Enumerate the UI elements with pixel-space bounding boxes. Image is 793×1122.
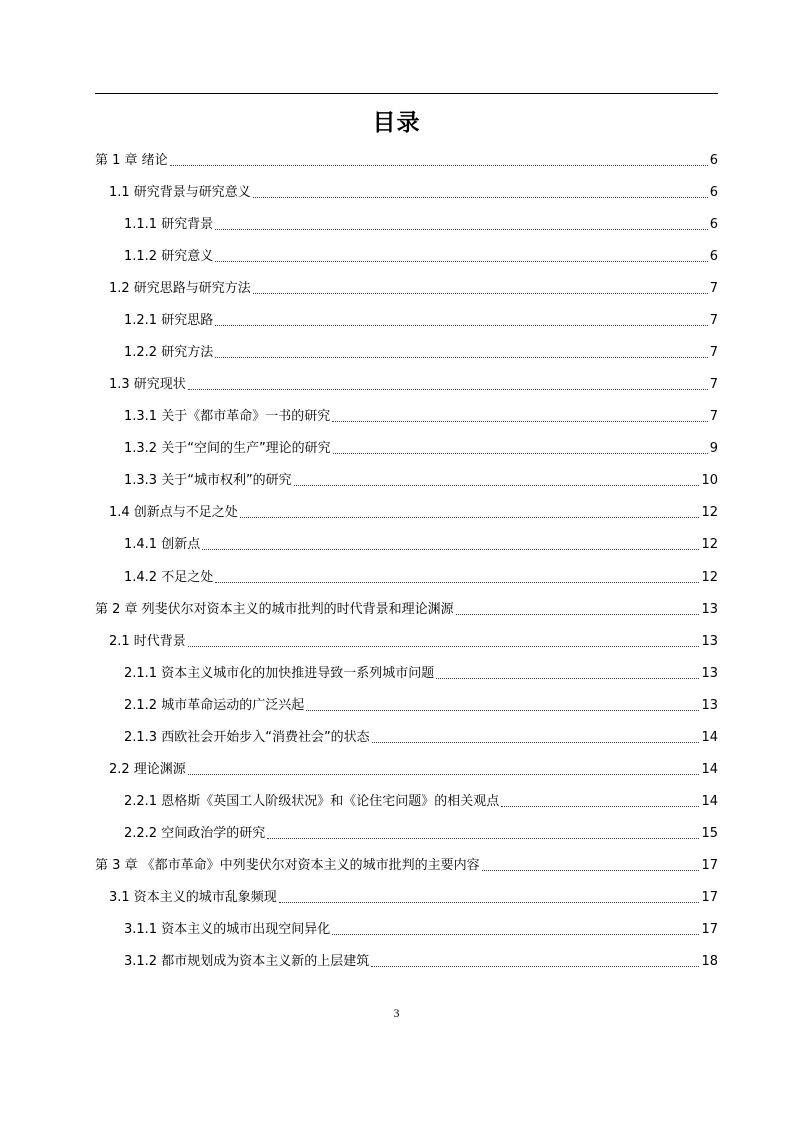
dot-leader [279, 902, 700, 903]
dot-leader [482, 870, 700, 871]
toc-entry[interactable] [124, 436, 718, 458]
dot-leader [215, 325, 708, 326]
toc-entry[interactable] [124, 917, 718, 939]
dot-leader [501, 806, 699, 807]
toc-entry-page: 13 [701, 697, 718, 713]
toc-entry[interactable] [95, 148, 718, 170]
toc-entry-label: 1.4 创新点与不足之处 [109, 505, 238, 521]
toc-entry-label: 1.1.1 研究背景 [124, 217, 214, 233]
toc-entry[interactable] [124, 340, 718, 362]
toc-entry-page: 6 [709, 249, 718, 265]
toc-entry-page: 7 [709, 377, 718, 393]
toc-entry[interactable] [124, 821, 718, 843]
dot-leader [170, 165, 708, 166]
toc-entry-label: 第 3 章 《都市革命》中列斐伏尔对资本主义的城市批判的主要内容 [95, 857, 480, 873]
toc-entry-page: 12 [701, 505, 718, 521]
toc-entry-label: 1.2.1 研究思路 [124, 313, 214, 329]
toc-entry-page: 7 [709, 313, 718, 329]
toc-entry[interactable] [109, 885, 718, 907]
toc-entry-label: 2.1.3 西欧社会开始步入“消费社会”的状态 [124, 729, 370, 745]
toc-entry-label: 1.3.2 关于“空间的生产”理论的研究 [124, 441, 331, 457]
toc-entry-label: 第 1 章 绪论 [95, 153, 168, 168]
toc-entry-page: 14 [701, 761, 718, 777]
dot-leader [332, 421, 708, 422]
dot-leader [456, 614, 700, 615]
dot-leader [240, 517, 700, 518]
toc-entry-label: 2.2.1 恩格斯《英国工人阶级状况》和《论住宅问题》的相关观点 [124, 793, 500, 809]
toc-entry[interactable] [124, 468, 718, 490]
toc-entry-label: 1.1.2 研究意义 [124, 249, 214, 265]
toc-entry-page: 10 [701, 473, 718, 489]
toc-entry-label: 3.1 资本主义的城市乱象频现 [109, 889, 277, 905]
dot-leader [215, 229, 708, 230]
toc-entry[interactable] [124, 532, 718, 554]
toc-entry[interactable] [124, 949, 718, 971]
page-number: 3 [393, 1006, 400, 1020]
dot-leader [436, 678, 699, 679]
dot-leader [188, 389, 708, 390]
toc-entry[interactable] [95, 597, 718, 619]
toc-entry-label: 3.1.1 资本主义的城市出现空间异化 [124, 921, 331, 937]
toc-entry[interactable] [95, 853, 718, 875]
toc-entry-label: 1.2.2 研究方法 [124, 345, 214, 361]
toc-entry[interactable] [109, 180, 718, 202]
toc-entry[interactable] [109, 276, 718, 298]
toc-entry[interactable] [124, 212, 718, 234]
toc-entry-label: 1.2 研究思路与研究方法 [109, 281, 251, 297]
toc-entry-page: 13 [701, 633, 718, 649]
dot-leader [253, 293, 708, 294]
toc-entry[interactable] [124, 565, 718, 587]
dot-leader [215, 582, 699, 583]
dot-leader [188, 774, 700, 775]
toc-entry-page: 17 [701, 889, 718, 905]
dot-leader [202, 549, 699, 550]
toc-entry-page: 14 [701, 793, 718, 809]
toc-entry-label: 2.2 理论渊源 [109, 761, 186, 777]
toc-entry[interactable] [124, 404, 718, 426]
dot-leader [333, 453, 708, 454]
toc-entry-label: 第 2 章 列斐伏尔对资本主义的城市批判的时代背景和理论渊源 [95, 601, 454, 617]
toc-entry-page: 17 [701, 921, 718, 937]
toc-entry-label: 1.4.1 创新点 [124, 537, 201, 553]
toc-entry-page: 6 [709, 185, 718, 201]
toc-entry-label: 2.1.2 城市革命运动的广泛兴起 [124, 697, 305, 713]
toc-entry-label: 1.4.2 不足之处 [124, 569, 214, 585]
toc-entry-page: 9 [709, 441, 718, 457]
toc-entry-label: 1.3.3 关于“城市权利”的研究 [124, 473, 292, 489]
toc-entry-page: 7 [709, 281, 718, 297]
toc-entry[interactable] [124, 789, 718, 811]
toc-entry-label: 1.3.1 关于《都市革命》一书的研究 [124, 409, 331, 425]
toc-entry-page: 6 [709, 153, 718, 168]
dot-leader [332, 934, 699, 935]
toc-entry-page: 17 [701, 857, 718, 873]
toc-entry-page: 14 [701, 729, 718, 745]
toc-entry-page: 12 [701, 537, 718, 553]
toc-entry[interactable] [124, 693, 718, 715]
toc-entry-label: 2.1.1 资本主义城市化的加快推进导致一系列城市问题 [124, 665, 435, 681]
toc-entry-page: 18 [701, 954, 718, 969]
header-rule [95, 93, 718, 94]
toc-entry-page: 12 [701, 569, 718, 585]
toc-entry-page: 15 [701, 825, 718, 841]
toc-entry-label: 2.1 时代背景 [109, 633, 186, 649]
toc-entry[interactable] [124, 661, 718, 683]
dot-leader [306, 710, 699, 711]
dot-leader [294, 485, 700, 486]
toc-entry-page: 13 [701, 665, 718, 681]
dot-leader [371, 966, 699, 967]
toc-entry[interactable] [124, 244, 718, 266]
toc-entry-page: 7 [709, 345, 718, 361]
toc-entry[interactable] [124, 308, 718, 330]
dot-leader [215, 261, 708, 262]
toc-entry-page: 7 [709, 409, 718, 425]
toc-title: 目录 [372, 110, 421, 136]
dot-leader [215, 357, 708, 358]
toc-entry[interactable] [109, 757, 718, 779]
dot-leader [267, 838, 699, 839]
dot-leader [253, 197, 708, 198]
toc-entry[interactable] [124, 725, 718, 747]
toc-entry[interactable] [109, 500, 718, 522]
toc-entry-label: 1.1 研究背景与研究意义 [109, 185, 251, 201]
toc-entry-label: 3.1.2 都市规划成为资本主义新的上层建筑 [124, 954, 370, 969]
toc-entry-page: 13 [701, 601, 718, 617]
toc-entry-page: 6 [709, 217, 718, 233]
dot-leader [188, 646, 700, 647]
toc-entry[interactable] [109, 372, 718, 394]
toc-entry-label: 2.2.2 空间政治学的研究 [124, 825, 266, 841]
dot-leader [372, 742, 700, 743]
toc-entry[interactable] [109, 629, 718, 651]
toc-entry-label: 1.3 研究现状 [109, 377, 186, 393]
